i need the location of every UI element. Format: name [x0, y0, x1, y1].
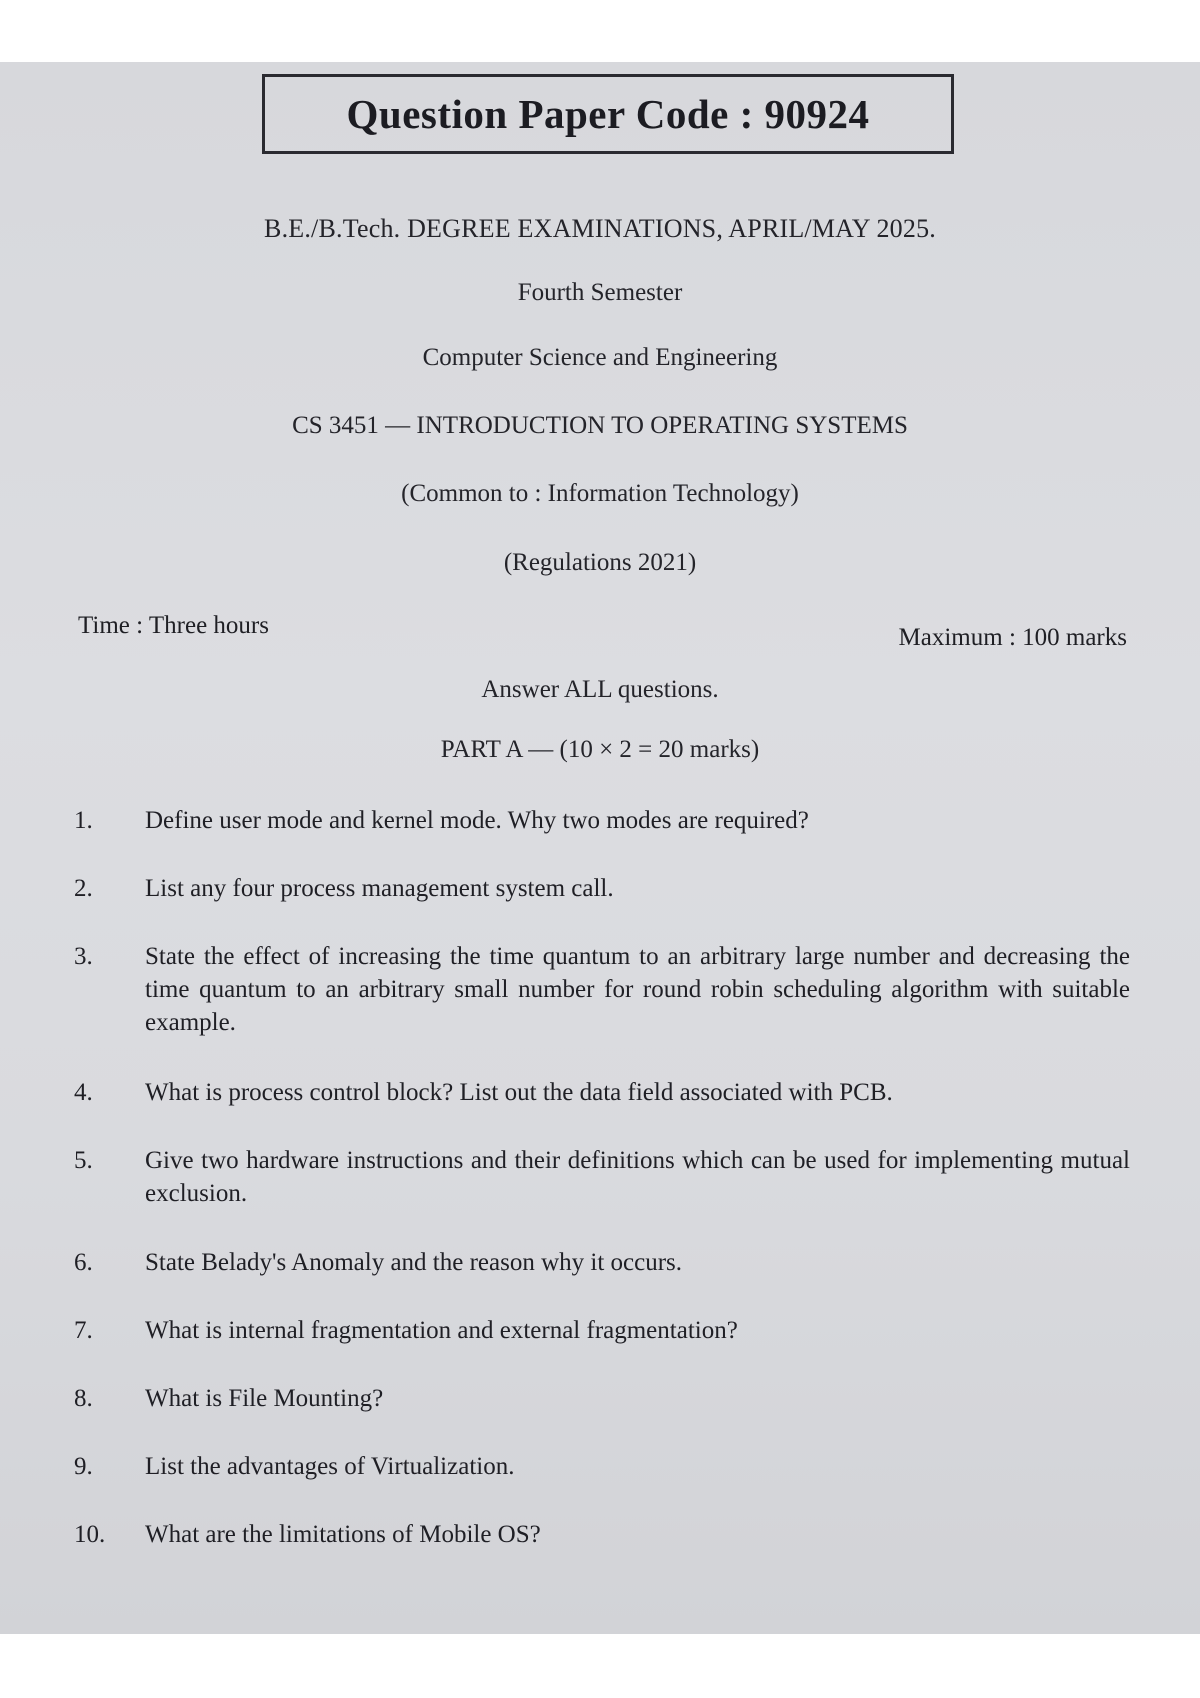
question-number: 1. — [74, 807, 93, 834]
question-text: Define user mode and kernel mode. Why two modes are required? — [145, 807, 809, 834]
question-text: List the advantages of Virtualization. — [145, 1453, 515, 1480]
part-heading: PART A — (10 × 2 = 20 marks) — [440, 736, 760, 763]
subject-title: CS 3451 — INTRODUCTION TO OPERATING SYSTEMS — [292, 412, 908, 439]
question-number: 2. — [74, 875, 93, 902]
question-number: 5. — [74, 1147, 93, 1174]
question-text: State Belady's Anomaly and the reason why it occurs. — [145, 1249, 683, 1276]
question-text: What is internal fragmentation and external fragmentation? — [145, 1317, 738, 1344]
question-number: 10. — [74, 1521, 106, 1548]
question-paper-page — [0, 62, 1200, 1634]
question-text: What are the limitations of Mobile OS? — [145, 1521, 541, 1548]
question-text: List any four process management system call. — [145, 875, 614, 902]
semester: Fourth Semester — [517, 279, 683, 306]
question-number: 6. — [74, 1249, 93, 1276]
question-number: 8. — [74, 1385, 93, 1412]
common-to: (Common to : Information Technology) — [401, 480, 799, 507]
question-text: Give two hardware instructions and their definitions which can be used for implementing mutual exclusion. — [145, 1147, 1130, 1207]
exam-title: B.E./B.Tech. DEGREE EXAMINATIONS, APRIL/MAY 2025. — [264, 214, 936, 243]
question-number: 4. — [74, 1079, 93, 1106]
question-text: What is process control block? List out the data field associated with PCB. — [145, 1079, 893, 1106]
time-duration: Time : Three hours — [78, 612, 269, 639]
question-paper-code: Question Paper Code : 90924 — [262, 74, 954, 154]
regulations: (Regulations 2021) — [503, 549, 697, 576]
question-text: State the effect of increasing the time quantum to an arbitrary large number and decreasing the time quantum to an arbitrary small number for round robin scheduling algorithm with suitable example. — [145, 943, 1130, 1036]
question-text: What is File Mounting? — [145, 1385, 384, 1412]
maximum-marks: Maximum : 100 marks — [898, 624, 1127, 651]
instruction: Answer ALL questions. — [481, 676, 719, 703]
question-number: 3. — [74, 943, 93, 970]
question-number: 7. — [74, 1317, 93, 1344]
department: Computer Science and Engineering — [422, 344, 778, 371]
question-number: 9. — [74, 1453, 93, 1480]
